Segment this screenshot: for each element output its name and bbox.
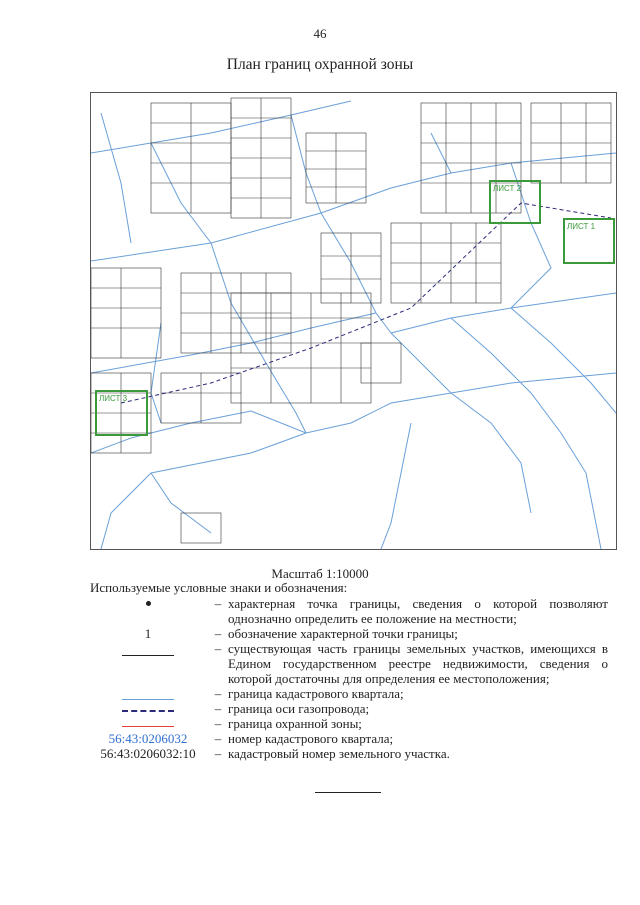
legend-text: характерная точка границы, сведения о которой позволяют однозначно определить ее положение на местности; xyxy=(228,596,608,626)
legend-dash: – xyxy=(214,731,222,746)
map-scale: Масштаб 1:10000 xyxy=(271,566,369,581)
legend-text: существующая часть границы земельных участков, имеющихся в Едином государственном реестре недвижимости, сведения о которой достаточны для определения ее местоположения; xyxy=(228,641,608,686)
legend-row-plot-number xyxy=(88,746,608,761)
sheet-2-label: ЛИСТ 2 xyxy=(493,184,522,193)
legend-dash: – xyxy=(214,626,222,641)
legend-text: обозначение характерной точки границы; xyxy=(228,626,458,641)
sheet-3-label: ЛИСТ 3 xyxy=(99,394,128,403)
plot-number-symbol: 56:43:0206032:10 xyxy=(100,746,196,761)
plot-boundary-symbol xyxy=(88,641,208,656)
legend-heading: Используемые условные знаки и обозначения: xyxy=(90,580,348,595)
legend-dash: – xyxy=(214,686,222,701)
blue-line-icon xyxy=(122,699,174,700)
land-plot-boundaries xyxy=(91,98,611,543)
quarter-number-symbol: 56:43:0206032 xyxy=(108,731,188,746)
legend-dash: – xyxy=(214,746,222,761)
legend-text: граница оси газопровода; xyxy=(228,701,370,716)
legend-row-quarter-number xyxy=(88,731,608,746)
legend-text: граница охранной зоны; xyxy=(228,716,362,731)
legend-dash: – xyxy=(214,716,222,731)
cadastral-map-drawing xyxy=(91,93,616,549)
legend-row-boundary-point xyxy=(88,596,608,626)
red-line-icon xyxy=(122,726,174,727)
legend-row-gas-axis xyxy=(88,701,608,716)
document-title: План границ охранной зоны xyxy=(226,56,414,73)
legend-text: граница кадастрового квартала; xyxy=(228,686,404,701)
legend-row-quarter-boundary xyxy=(88,686,608,701)
gas-axis-symbol xyxy=(88,701,208,716)
legend-text: номер кадастрового квартала; xyxy=(228,731,394,746)
legend-row-point-designation xyxy=(88,626,608,641)
protection-zone-symbol xyxy=(88,716,208,731)
legend-row-plot-boundary xyxy=(88,641,608,686)
sheet-frames xyxy=(96,181,614,435)
legend-text: кадастровый номер земельного участка. xyxy=(228,746,450,761)
quarter-boundary-symbol xyxy=(88,686,208,701)
legend-dash: – xyxy=(214,641,222,656)
page-number: 46 xyxy=(313,26,327,41)
point-designation-symbol: 1 xyxy=(144,626,152,641)
end-rule xyxy=(315,792,381,793)
legend-row-protection-zone xyxy=(88,716,608,731)
quarter-boundaries xyxy=(91,101,616,549)
cadastral-map xyxy=(90,92,617,550)
legend-dash: – xyxy=(214,701,222,716)
point-icon xyxy=(146,601,151,606)
sheet-1-label: ЛИСТ 1 xyxy=(567,222,596,231)
legend xyxy=(88,596,608,761)
legend-dash: – xyxy=(214,596,222,611)
dashed-line-icon xyxy=(122,710,174,712)
boundary-point-symbol xyxy=(88,596,208,611)
black-line-icon xyxy=(122,655,174,656)
